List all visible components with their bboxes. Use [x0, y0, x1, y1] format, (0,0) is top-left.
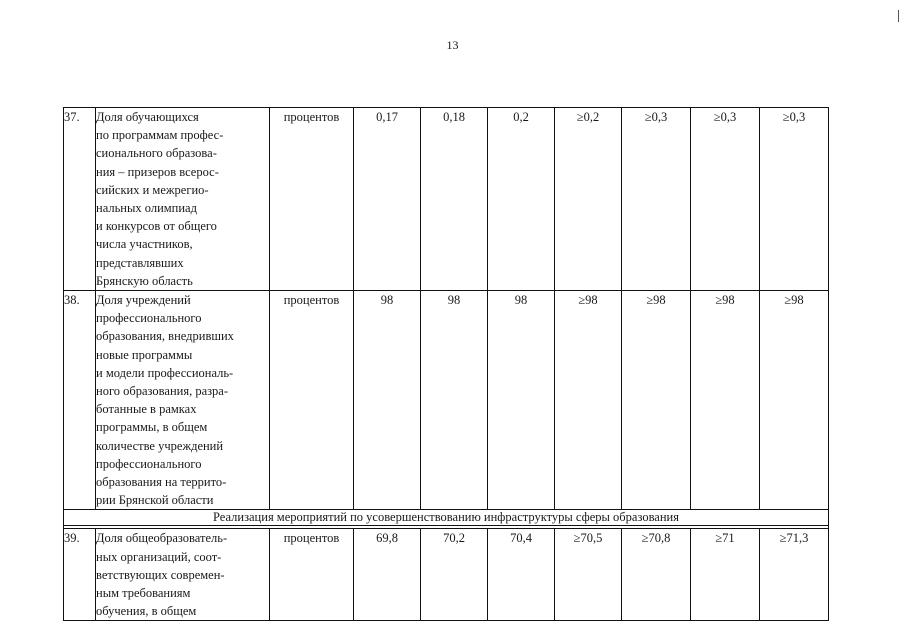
value-cell: 0,2 [488, 108, 555, 291]
description-line: ных организаций, соот- [96, 549, 222, 564]
indicator-description [96, 291, 270, 510]
description-line: количестве учреждений [96, 438, 224, 453]
value-cell: ≥0,3 [691, 108, 760, 291]
description-line: ботанные в рамках [96, 402, 197, 417]
indicator-description [96, 108, 270, 291]
description-line: ным требованиям [96, 586, 191, 601]
table-row [64, 291, 829, 510]
unit-cell: процентов [270, 291, 354, 510]
description-line: Доля общеобразователь- [96, 531, 228, 546]
value-cell: 70,4 [488, 529, 555, 621]
value-cell: 0,17 [354, 108, 421, 291]
value-cell: ≥0,3 [622, 108, 691, 291]
value-cell: 98 [488, 291, 555, 510]
description-line: и модели профессиональ- [96, 365, 234, 380]
row-number: 39. [64, 529, 96, 621]
description-line: профессионального [96, 456, 202, 471]
value-cell: ≥98 [622, 291, 691, 510]
description-line: ветствующих современ- [96, 567, 225, 582]
value-cell: 98 [354, 291, 421, 510]
row-number: 37. [64, 108, 96, 291]
value-cell: ≥98 [555, 291, 622, 510]
indicator-description [96, 529, 270, 621]
value-cell: ≥0,2 [555, 108, 622, 291]
description-line: обучения, в общем [96, 604, 197, 619]
section-heading-row [64, 510, 829, 526]
value-cell: 0,18 [421, 108, 488, 291]
description-line: Брянскую область [96, 273, 193, 288]
table-row [64, 529, 829, 621]
value-cell: ≥71 [691, 529, 760, 621]
description-line: новые программы [96, 347, 193, 362]
description-line: ния – призеров всерос- [96, 164, 219, 179]
description-line: представлявших [96, 255, 184, 270]
value-cell: ≥98 [691, 291, 760, 510]
value-cell: ≥71,3 [760, 529, 829, 621]
description-line: Доля обучающихся [96, 110, 199, 124]
value-cell: ≥0,3 [760, 108, 829, 291]
scan-edge-mark [898, 10, 899, 22]
row-number: 38. [64, 291, 96, 510]
description-line: рии Брянской области [96, 493, 214, 508]
description-line: сийских и межрегио- [96, 182, 209, 197]
value-cell: 98 [421, 291, 488, 510]
description-line: образования на террито- [96, 475, 227, 490]
section-heading: Реализация мероприятий по усовершенствованию инфраструктуры сферы образования [64, 510, 829, 526]
description-line: числа участников, [96, 237, 193, 252]
value-cell: ≥70,8 [622, 529, 691, 621]
description-line: по программам профес- [96, 128, 224, 143]
value-cell: 69,8 [354, 529, 421, 621]
page-number: 13 [446, 38, 459, 52]
description-line: и конкурсов от общего [96, 219, 217, 234]
value-cell: 70,2 [421, 529, 488, 621]
indicators-table [63, 107, 829, 621]
value-cell: ≥70,5 [555, 529, 622, 621]
description-line: программы, в общем [96, 420, 208, 435]
description-line: ного образования, разра- [96, 384, 229, 399]
description-line: образования, внедривших [96, 329, 234, 344]
table-row [64, 108, 829, 291]
description-line: Доля учреждений [96, 293, 191, 308]
value-cell: ≥98 [760, 291, 829, 510]
unit-cell: процентов [270, 529, 354, 621]
unit-cell: процентов [270, 108, 354, 291]
description-line: профессионального [96, 311, 202, 326]
description-line: нальных олимпиад [96, 201, 197, 216]
description-line: сионального образова- [96, 146, 217, 161]
